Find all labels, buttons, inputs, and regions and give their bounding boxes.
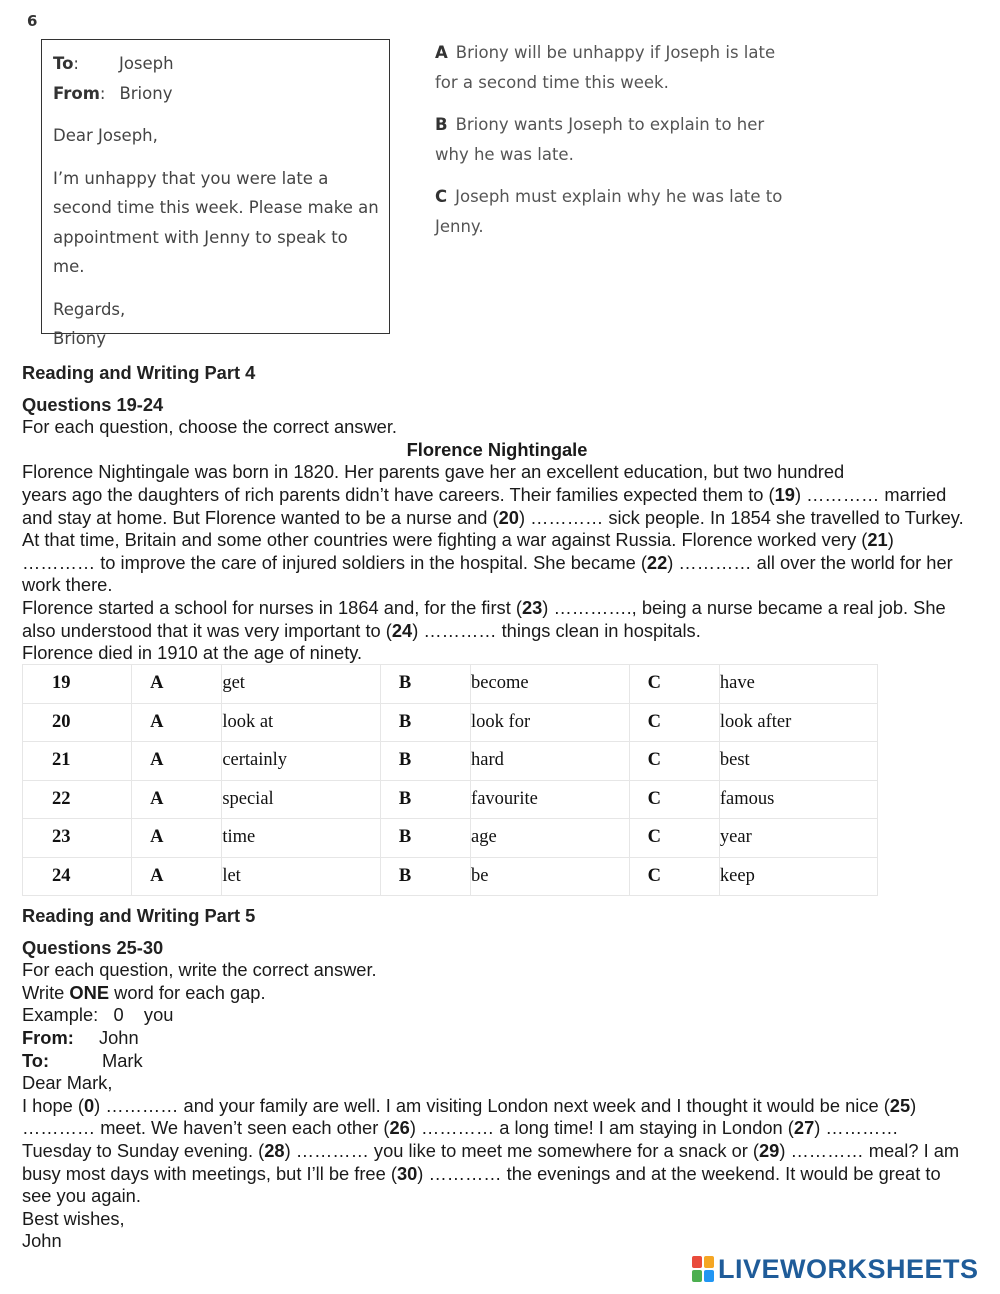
gap-number: 29 xyxy=(759,1139,780,1161)
question-number: 22 xyxy=(23,780,132,819)
question-number: 21 xyxy=(23,742,132,781)
part5-write-rule: Write ONE word for each gap. xyxy=(22,981,266,1003)
answer-choices-table xyxy=(22,664,878,896)
logo-icon xyxy=(692,1256,714,1282)
option-b[interactable] xyxy=(435,110,795,169)
choice-b[interactable]: look for xyxy=(471,703,630,742)
note-greeting: Dear Joseph, xyxy=(53,126,158,145)
note-signature: Briony xyxy=(53,329,107,348)
choice-c[interactable]: best xyxy=(719,742,877,781)
note-closing: Regards, xyxy=(53,299,126,319)
choice-c[interactable]: have xyxy=(719,665,877,704)
choice-a[interactable]: look at xyxy=(222,703,381,742)
part4-section xyxy=(22,362,972,665)
option-letter: C xyxy=(435,187,448,206)
gap-number: 25 xyxy=(889,1094,911,1116)
answer-options xyxy=(435,38,795,254)
part5-questions: Questions 25-30 xyxy=(22,936,164,958)
option-text: Briony will be unhappy if Joseph is late for a second time this week. xyxy=(435,43,776,92)
choice-letter-c: C xyxy=(629,703,719,742)
option-letter: B xyxy=(435,115,448,134)
email-greeting: Dear Mark, xyxy=(22,1072,113,1094)
choice-letter-a: A xyxy=(132,742,222,781)
gap-number: 30 xyxy=(396,1162,418,1184)
logo-square-icon xyxy=(692,1256,702,1268)
choice-a[interactable]: let xyxy=(222,857,381,896)
note-from-value: Briony xyxy=(119,83,173,103)
option-letter: A xyxy=(435,43,448,62)
liveworksheets-logo[interactable] xyxy=(692,1252,979,1286)
choice-letter-b: B xyxy=(380,819,470,858)
logo-square-icon xyxy=(704,1256,714,1268)
part4-heading: Reading and Writing Part 4 xyxy=(22,362,256,383)
choice-b[interactable]: age xyxy=(471,819,630,858)
choice-letter-a: A xyxy=(132,703,222,742)
question-number: 23 xyxy=(23,819,132,858)
choice-row xyxy=(23,703,878,742)
question-number: 24 xyxy=(23,857,132,896)
gap-number: 28 xyxy=(264,1139,285,1161)
option-a[interactable] xyxy=(435,38,795,97)
email-to: To: Mark xyxy=(22,1049,143,1071)
choice-a[interactable]: special xyxy=(222,780,381,819)
choice-letter-a: A xyxy=(132,780,222,819)
choice-row xyxy=(23,857,878,896)
choice-a[interactable]: certainly xyxy=(222,742,381,781)
choice-c[interactable]: look after xyxy=(719,703,877,742)
gap-number: 22 xyxy=(646,551,668,573)
passage-title: Florence Nightingale xyxy=(406,438,588,460)
part5-example: Example: 0 you xyxy=(22,1004,174,1026)
choice-b[interactable]: be xyxy=(471,857,630,896)
option-c[interactable] xyxy=(435,182,795,241)
email-from: From: John xyxy=(22,1026,139,1048)
choice-b[interactable]: become xyxy=(471,665,630,704)
note-from-label: From xyxy=(53,83,100,103)
gap-number: 20 xyxy=(498,506,519,528)
passage-paragraph-2: Florence started a school for nurses in 1864 and, for the first (23) …………., being a nurse became a real job. She also understood that it was very important to (24) ………… things clean in hospitals. xyxy=(22,596,946,641)
part4-questions: Questions 19-24 xyxy=(22,393,164,415)
choice-letter-c: C xyxy=(629,742,719,781)
choice-letter-a: A xyxy=(132,665,222,704)
email-signature: John xyxy=(22,1230,62,1252)
note-to-value: Joseph xyxy=(118,54,174,73)
choice-c[interactable]: famous xyxy=(719,780,877,819)
gap-number: 19 xyxy=(774,483,795,505)
gap-number: 26 xyxy=(389,1117,410,1139)
choice-letter-c: C xyxy=(629,857,719,896)
question-number: 19 xyxy=(23,665,132,704)
choice-letter-b: B xyxy=(380,703,470,742)
part5-instruction: For each question, write the correct answer. xyxy=(22,959,377,981)
gap-number: 24 xyxy=(391,619,413,641)
choice-a[interactable]: get xyxy=(222,665,381,704)
choice-letter-b: B xyxy=(380,780,470,819)
email-closing: Best wishes, xyxy=(22,1207,125,1229)
part5-section xyxy=(22,905,972,1253)
logo-text: LIVEWORKSHEETS xyxy=(718,1253,979,1284)
choice-c[interactable]: year xyxy=(719,819,877,858)
email-body: I hope (0) ………… and your family are well. I am visiting London next week and I thought it would be nice (25) ………… meet. We haven’t seen each other (26) ………… a long time! I am staying in London (27) ………… Tuesday to Sunday evening. (28) ………… you like to meet me somewhere for a snack or (29) ………… meal? I am busy most days with meetings, but I’ll be free (30) ………… the evenings and at the weekend. It would be great to see you again. xyxy=(22,1094,960,1207)
logo-square-icon xyxy=(692,1270,702,1282)
note-to-row: To: Joseph xyxy=(53,54,174,73)
gap-number: 23 xyxy=(521,596,543,618)
choice-letter-b: B xyxy=(380,665,470,704)
passage-paragraph-3: Florence died in 1910 at the age of ninety. xyxy=(22,642,363,664)
choice-c[interactable]: keep xyxy=(719,857,877,896)
choice-row xyxy=(23,742,878,781)
part4-instruction: For each question, choose the correct answer. xyxy=(22,416,397,438)
gap-number: 27 xyxy=(793,1117,815,1139)
question-number: 20 xyxy=(23,703,132,742)
choice-letter-a: A xyxy=(132,857,222,896)
choice-row xyxy=(23,780,878,819)
choice-b[interactable]: favourite xyxy=(471,780,630,819)
choice-letter-c: C xyxy=(629,665,719,704)
choice-row xyxy=(23,665,878,704)
option-text: Briony wants Joseph to explain to her why he was late. xyxy=(435,115,765,164)
part5-heading: Reading and Writing Part 5 xyxy=(22,905,256,926)
note-from-row: From: Briony xyxy=(53,83,173,103)
passage-paragraph-1: Florence Nightingale was born in 1820. Her parents gave her an excellent education, but two hundred years ago the daughters of rich parents didn’t have careers. Their families expected them to (19) ………… married and stay at home. But Florence wanted to be a nurse and (20) ………… sick people. In 1854 she travelled to Turkey. At that time, Britain and some other countries were fighting a war against Russia. Florence worked very (21) ………… to improve the care of injured soldiers in the hospital. She became (22) ………… all over the world for her work there. xyxy=(22,461,964,596)
choice-letter-a: A xyxy=(132,819,222,858)
choice-a[interactable]: time xyxy=(222,819,381,858)
logo-square-icon xyxy=(704,1270,714,1282)
choice-letter-c: C xyxy=(629,780,719,819)
note-card xyxy=(41,39,390,348)
choice-letter-b: B xyxy=(380,857,470,896)
choice-row xyxy=(23,819,878,858)
gap-number: 0 xyxy=(84,1094,95,1116)
option-text: Joseph must explain why he was late to Jenny. xyxy=(435,187,783,236)
choice-letter-c: C xyxy=(629,819,719,858)
choice-b[interactable]: hard xyxy=(471,742,630,781)
page-number: 6 xyxy=(27,12,38,30)
note-to-label: To xyxy=(53,54,74,73)
note-body: I’m unhappy that you were late a second time this week. Please make an appointment with Jenny to speak to me. xyxy=(53,168,379,276)
choice-letter-b: B xyxy=(380,742,470,781)
gap-number: 21 xyxy=(867,529,888,551)
